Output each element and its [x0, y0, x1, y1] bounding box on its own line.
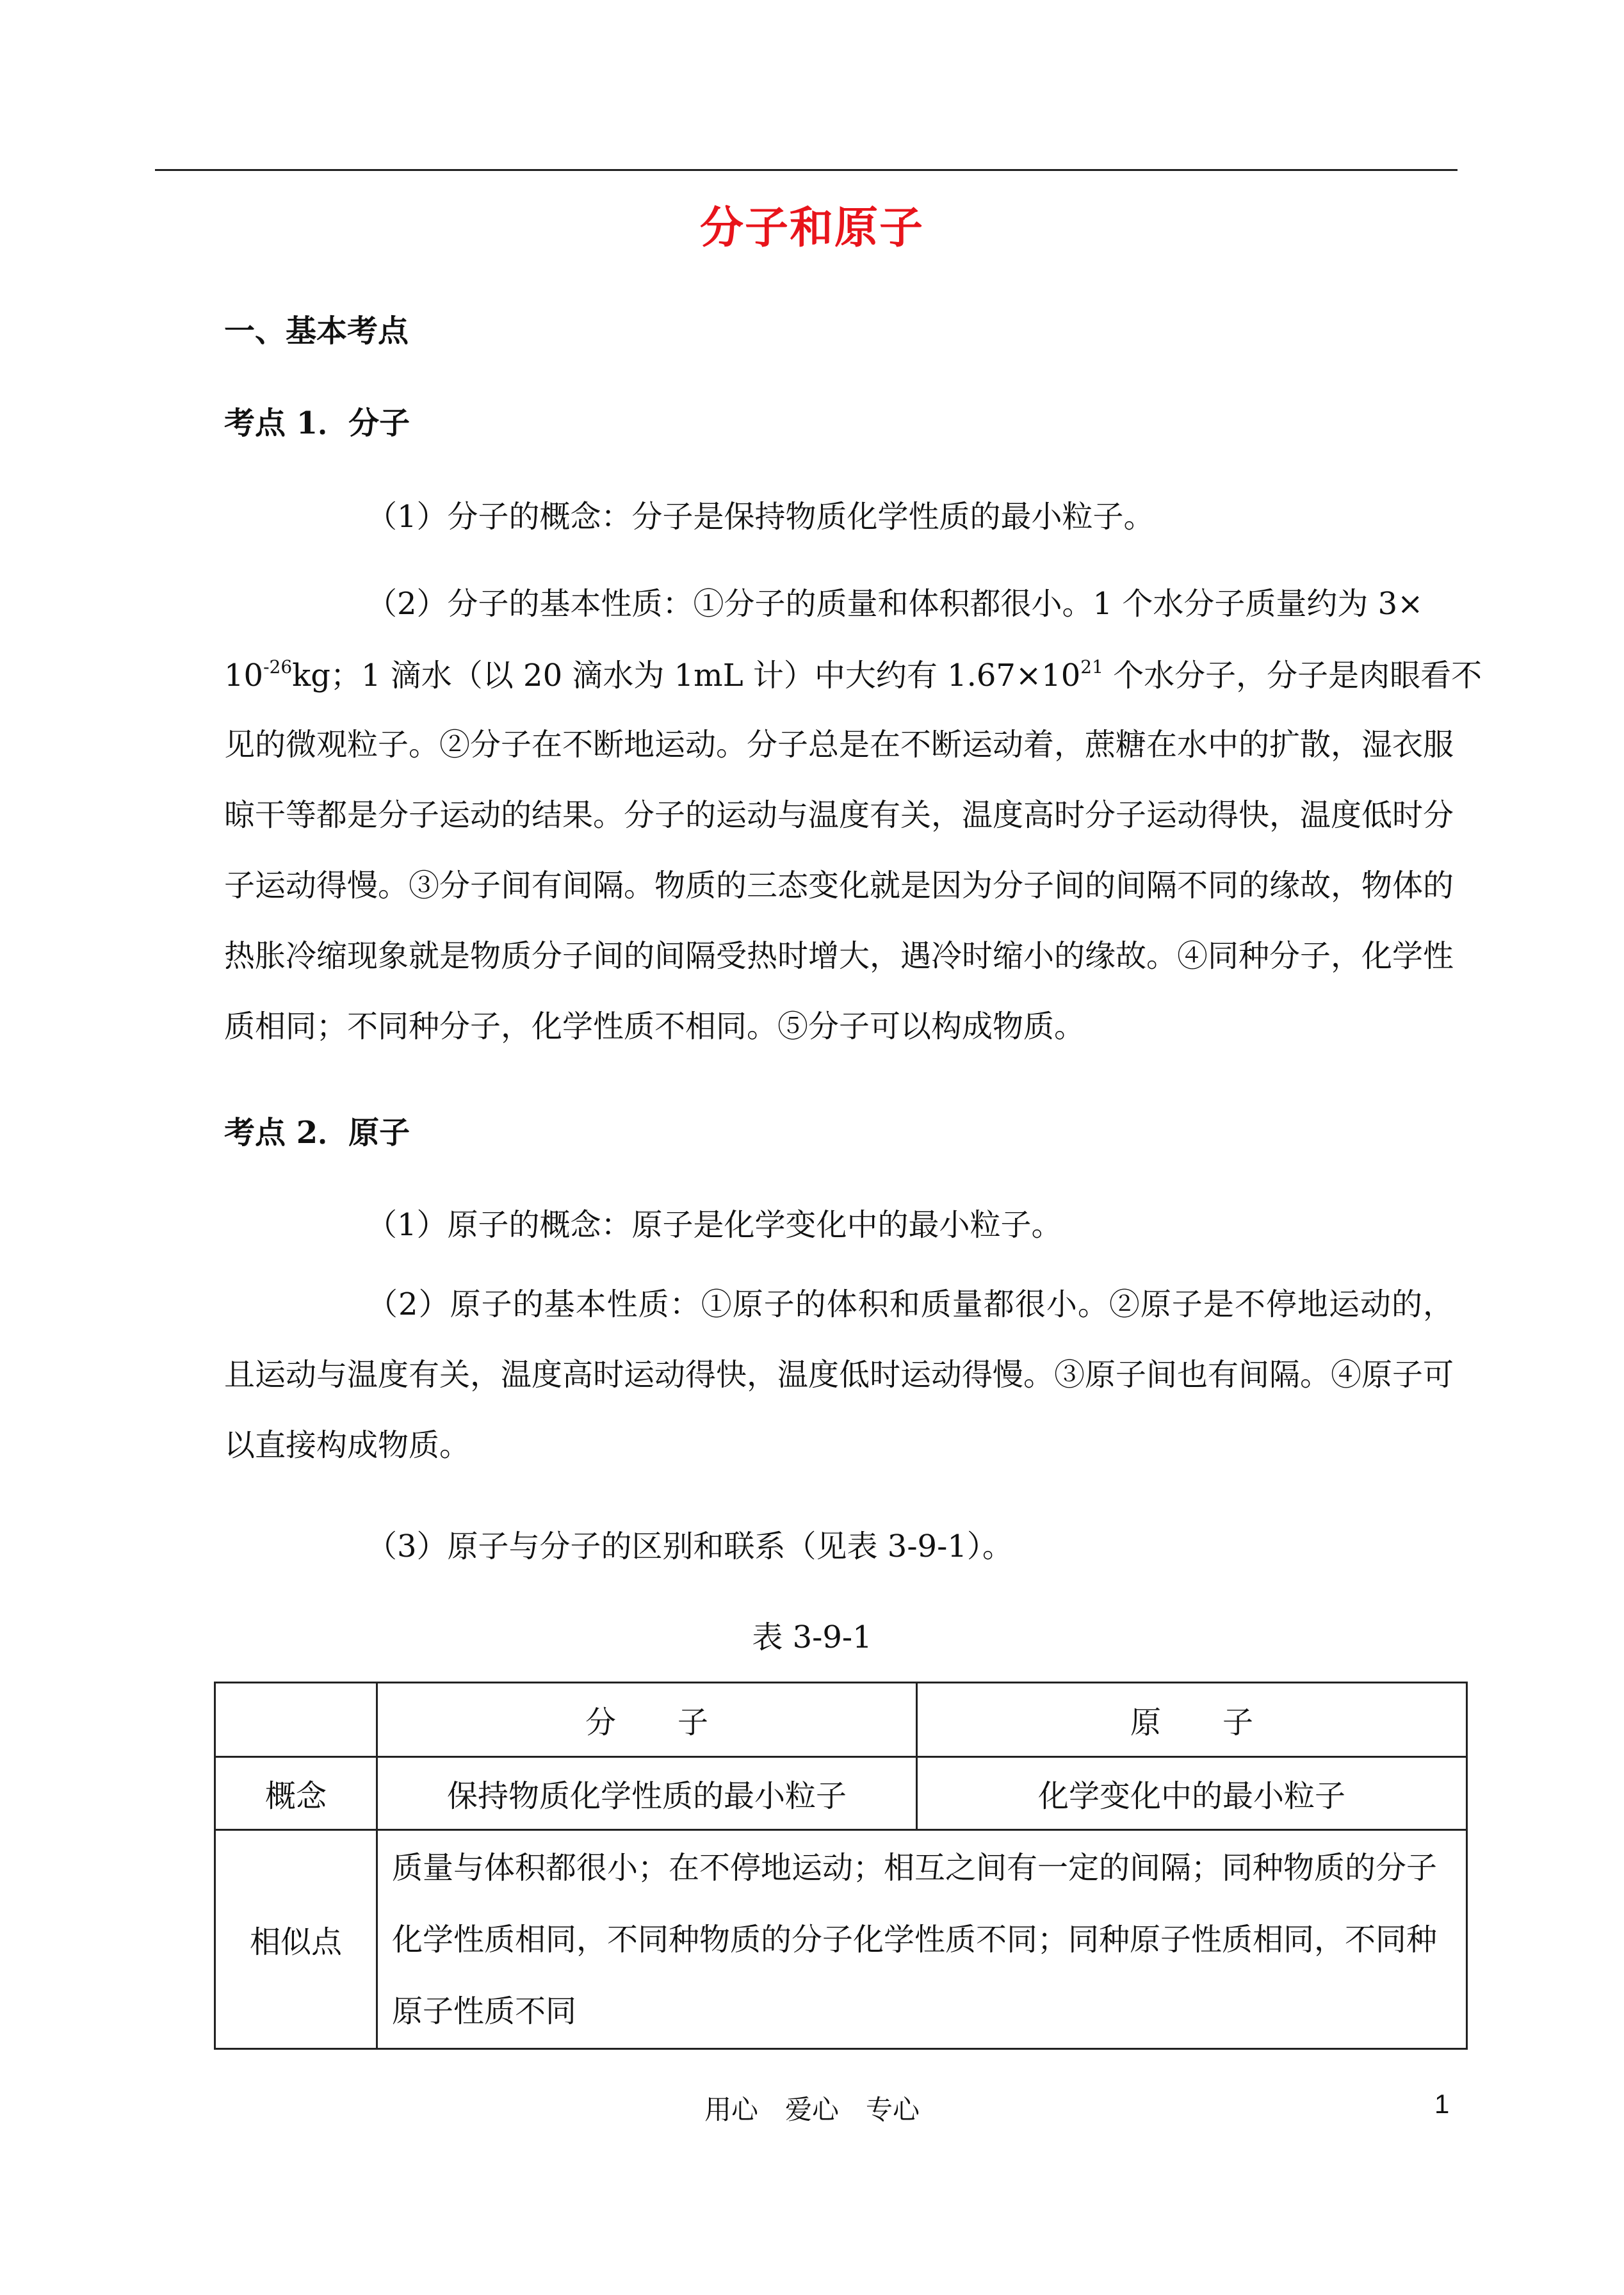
text-segment: 个水分子，分子是肉眼看不 — [1103, 658, 1482, 693]
page-title: 分子和原子 — [699, 202, 924, 254]
kaodian2-concept: （1）原子的概念：原子是化学变化中的最小粒子。 — [366, 1207, 1062, 1243]
table-caption: 表 3-9-1 — [752, 1619, 872, 1655]
kaodian2-properties-text: （2）原子的基本性质：①原子的体积和质量都很小。②原子是不停地运动的，且运动与温度有关，温度高时运动得快，温度低时运动得慢。③原子间也有间隔。④原子可以直接构成物质。 — [224, 1286, 1454, 1463]
kaodian2-properties — [224, 1269, 1454, 1480]
row-label-similar: 相似点 — [215, 1830, 377, 2049]
kaodian1-concept: （1）分子的概念：分子是保持物质化学性质的最小粒子。 — [366, 499, 1155, 535]
table-row-similar — [215, 1830, 1467, 2049]
header-cell-empty — [215, 1683, 377, 1757]
kaodian2-heading: 考点 2．原子 — [224, 1115, 410, 1151]
cell-molecule-concept: 保持物质化学性质的最小粒子 — [377, 1757, 917, 1830]
header-cell-atom: 原 子 — [917, 1683, 1467, 1757]
comparison-table — [214, 1682, 1468, 2050]
kaodian1-heading: 考点 1．分子 — [224, 405, 410, 441]
kaodian1-properties-line2 — [224, 651, 1482, 695]
cell-atom-concept: 化学变化中的最小粒子 — [917, 1757, 1467, 1830]
text-segment: 10 — [224, 658, 264, 693]
row-label-concept: 概念 — [215, 1757, 377, 1830]
superscript: 21 — [1080, 656, 1103, 677]
kaodian1-properties-line1: （2）分子的基本性质：①分子的质量和体积都很小。1 个水分子质量约为 3× — [366, 586, 1424, 622]
table-row-concept — [215, 1757, 1467, 1830]
section-heading: 一、基本考点 — [224, 313, 409, 349]
page-number: 1 — [1434, 2089, 1450, 2119]
header-cell-molecule: 分 子 — [377, 1683, 917, 1757]
cell-similar-text: 质量与体积都很小；在不停地运动；相互之间有一定的间隔；同种物质的分子化学性质相同，不同种物质的分子化学性质不同；同种原子性质相同，不同种原子性质不同 — [377, 1830, 1467, 2049]
footer-motto: 用心 爱心 专心 — [704, 2094, 920, 2125]
header-rule — [155, 169, 1458, 171]
kaodian2-relation: （3）原子与分子的区别和联系（见表 3-9-1）。 — [366, 1529, 1013, 1564]
text-segment: kg；1 滴水（以 20 滴水为 1mL 计）中大约有 1.67×10 — [292, 658, 1081, 693]
table-header-row — [215, 1683, 1467, 1757]
kaodian1-properties-rest: 见的微观粒子。②分子在不断地运动。分子总是在不断运动着，蔗糖在水中的扩散，湿衣服晾干等都是分子运动的结果。分子的运动与温度有关，温度高时分子运动得快，温度低时分子运动得慢。③分子间有间隔。物质的三态变化就是因为分子间的间隔不同的缘故，物体的热胀冷缩现象就是物质分子间的间隔受热时增大，遇冷时缩小的缘故。④同种分子，化学性质相同；不同种分子，化学性质不相同。⑤分子可以构成物质。 — [224, 727, 1454, 1044]
superscript: -26 — [263, 656, 293, 677]
